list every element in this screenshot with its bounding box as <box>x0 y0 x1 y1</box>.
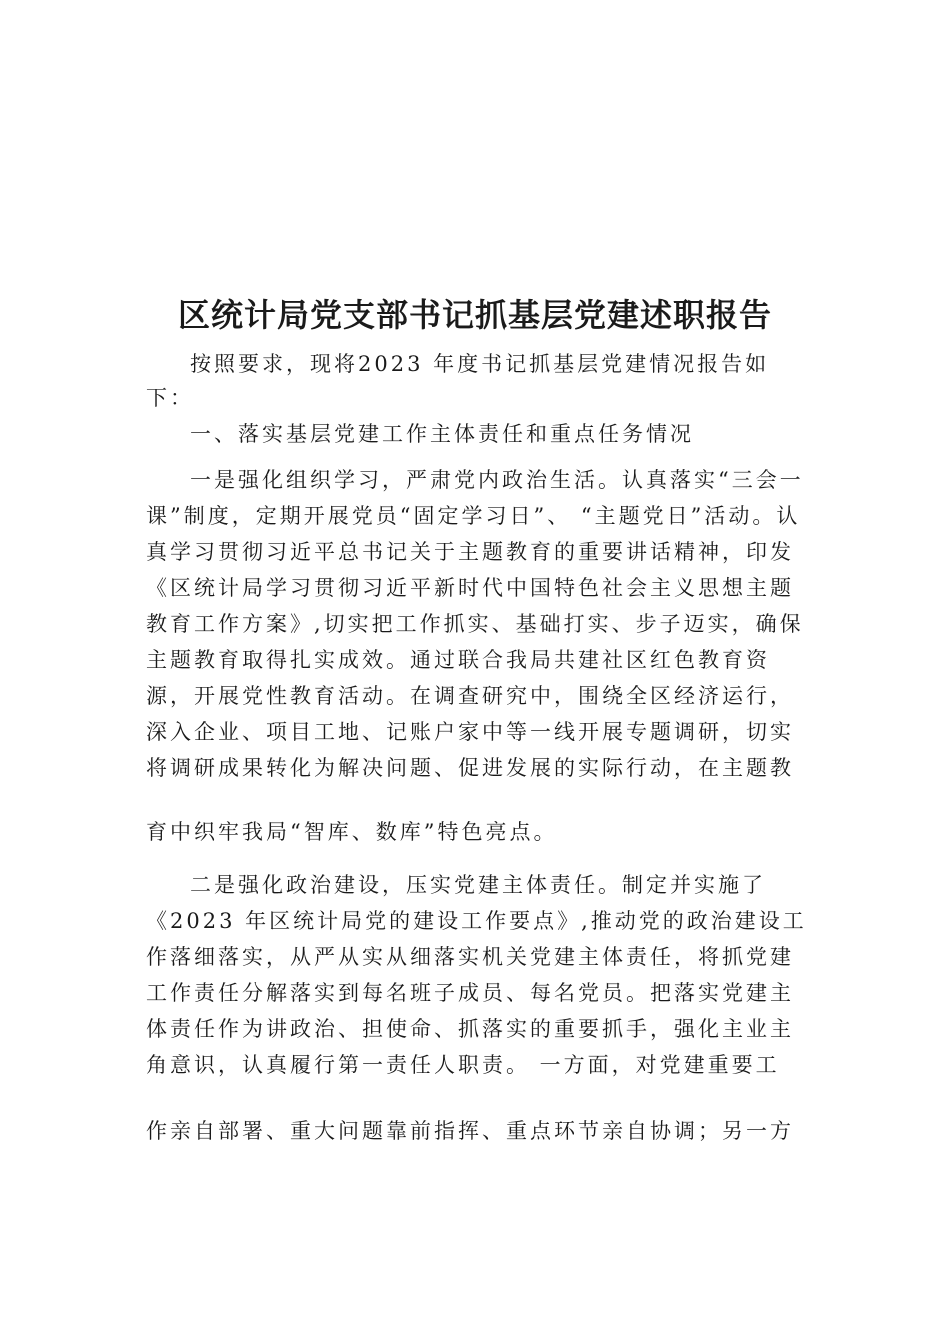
body-paragraph-2-end: 作亲自部署、重大问题靠前指挥、重点环节亲自协调；另一方 <box>146 1119 794 1143</box>
section-heading: 一、落实基层党建工作主体责任和重点任务情况 <box>190 422 694 446</box>
body-paragraph-1: 一是强化组织学习，严肃党内政治生活。认真落实“三会一课”制度，定期开展党员“固定学习日”、 “主题党日”活动。认真学习贯彻习近平总书记关于主题教育的重要讲话精神，印发《区统计局学习贯彻习近平新时代中国特色社会主义思想主题教育工作方案》,切实把工作抓实、基础打实、步子迈实，确保主题教育取得扎实成效。通过联合我局共建社区红色教育资源，开展党性教育活动。在调查研究中，围绕全区经济运行，深入企业、项目工地、记账户家中等一线开展专题调研，切实将调研成果转化为解决问题、促进发展的实际行动，在主题教 <box>146 468 804 780</box>
body-paragraph-1-end: 育中织牢我局“智库、数库”特色亮点。 <box>146 820 558 844</box>
document-title: 区统计局党支部书记抓基层党建述职报告 <box>177 296 772 334</box>
intro-paragraph: 按照要求，现将2023 年度书记抓基层党建情况报告如下： <box>146 352 770 410</box>
body-paragraph-2: 二是强化政治建设，压实党建主体责任。制定并实施了《2023 年区统计局党的建设工作要点》,推动党的政治建设工作落细落实，从严从实从细落实机关党建主体责任，将抓党建工作责任分解落实到每名班子成员、每名党员。把落实党建主体责任作为讲政治、担使命、抓落实的重要抓手，强化主业主角意识，认真履行第一责任人职责。 一方面，对党建重要工 <box>146 873 807 1077</box>
